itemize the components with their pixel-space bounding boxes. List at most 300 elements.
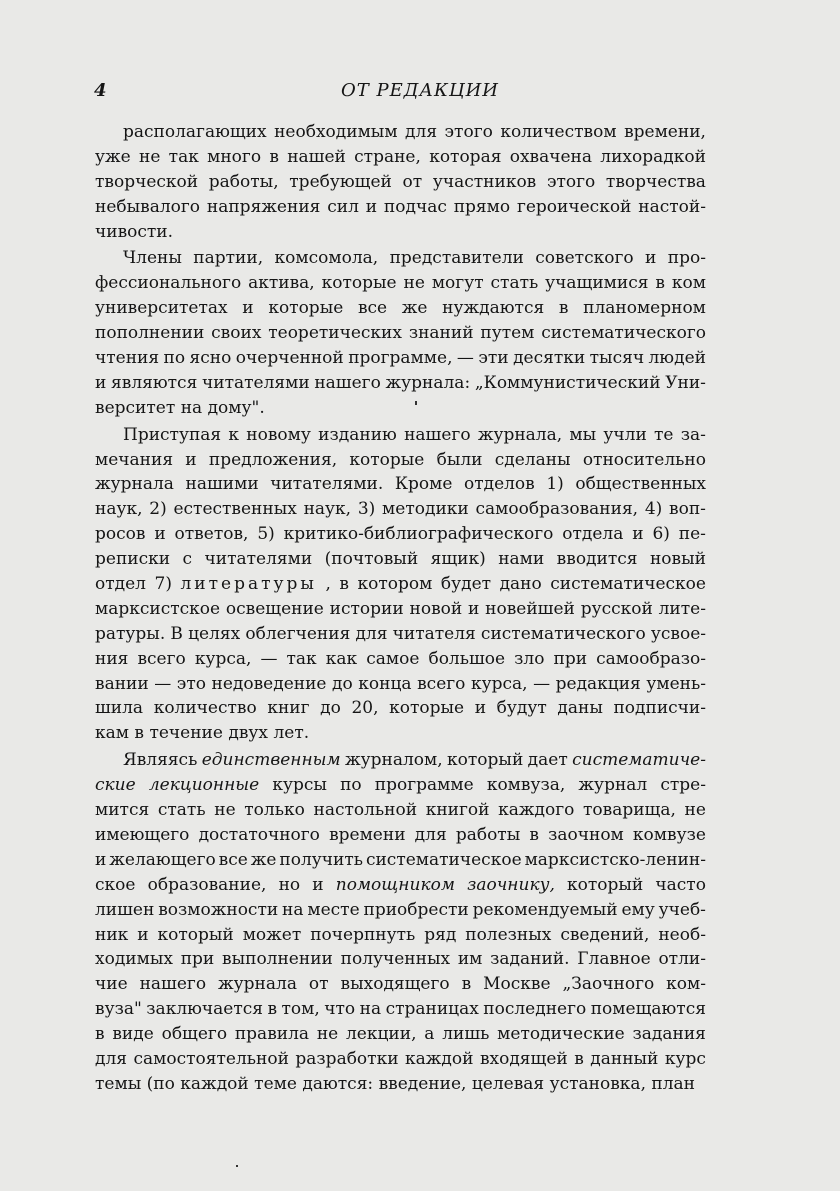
word: нашего	[139, 974, 207, 995]
word: новый	[649, 549, 706, 570]
word: Уни-	[665, 372, 706, 393]
word: чие	[95, 974, 128, 995]
text-line	[95, 448, 706, 473]
word: по	[163, 348, 186, 369]
word: всего	[417, 673, 466, 694]
word: усвое-	[650, 623, 706, 644]
word: темы	[95, 1073, 142, 1094]
word: систематического	[480, 623, 646, 644]
word: ходимых	[95, 949, 173, 970]
word: дано	[499, 574, 542, 595]
word: „Заочного	[562, 974, 655, 995]
word: естественных	[173, 499, 297, 520]
word: работы,	[208, 171, 279, 192]
word: тысяч	[589, 348, 645, 369]
word: программе	[374, 775, 474, 796]
word: большое	[428, 648, 506, 669]
word: для	[355, 623, 388, 644]
word: и	[185, 449, 197, 470]
word: правила	[234, 1024, 310, 1045]
word: которые	[321, 273, 397, 294]
word: последнего	[483, 999, 587, 1020]
word: журнала	[95, 474, 174, 495]
word: количеством	[500, 122, 617, 142]
word: воп-	[669, 499, 706, 520]
word: систематиче-	[572, 750, 706, 771]
word: книгой	[425, 800, 490, 821]
word: новому	[246, 424, 311, 445]
word: в	[339, 574, 349, 595]
word: отделов	[463, 474, 535, 495]
word: настой-	[638, 196, 706, 217]
word: комсомола,	[274, 248, 379, 269]
body-text	[95, 120, 706, 1097]
word: установка,	[549, 1073, 646, 1094]
word: по	[340, 775, 362, 796]
text-line	[95, 145, 706, 170]
word: лекции,	[346, 1024, 417, 1045]
text-line	[95, 1072, 706, 1097]
word: героической	[516, 196, 632, 217]
word: марксистское	[95, 598, 221, 619]
word: знаний	[408, 323, 474, 344]
word: в	[558, 298, 569, 319]
word: напряжения	[206, 196, 321, 217]
word: —	[154, 673, 172, 694]
word: лите-	[658, 598, 706, 619]
print-speck	[236, 1165, 238, 1167]
word: месте	[307, 899, 360, 920]
word: про-	[667, 248, 706, 269]
word: относительно	[582, 449, 706, 470]
word: учащимися	[545, 273, 649, 294]
word: мится	[95, 800, 150, 821]
word: работы	[455, 824, 521, 845]
word: отдела	[562, 524, 624, 545]
word: будет	[440, 574, 492, 595]
word: которая	[429, 146, 502, 167]
word: от	[402, 171, 423, 192]
text-line	[95, 120, 706, 145]
text-line	[95, 522, 706, 547]
word: университетах	[95, 298, 228, 319]
word: —	[533, 673, 551, 694]
word: —	[260, 648, 278, 669]
word: даны	[557, 698, 603, 719]
word: в	[461, 974, 472, 995]
word: курса,	[194, 648, 252, 669]
word: ему	[621, 899, 655, 920]
paragraph	[95, 748, 706, 1096]
word: теме	[254, 1073, 297, 1094]
word: недоведение	[211, 673, 327, 694]
word: как	[325, 648, 358, 669]
word: отдел	[95, 574, 146, 595]
word: заключается	[146, 999, 263, 1020]
word: систематическое	[365, 849, 522, 870]
text-line	[95, 497, 706, 522]
word: теоретических	[268, 323, 402, 344]
word: не	[138, 146, 161, 167]
word: требующей	[289, 171, 392, 192]
paragraph	[95, 120, 706, 244]
text-line	[95, 195, 706, 220]
word: шила	[95, 698, 144, 719]
word: возможности	[158, 899, 279, 920]
word: страницах	[385, 999, 479, 1020]
word: может	[242, 924, 302, 945]
word: русской	[580, 598, 653, 619]
word: советского	[535, 248, 634, 269]
word: так	[168, 146, 199, 167]
word: 3)	[357, 499, 376, 520]
word: ящик)	[430, 549, 486, 570]
word: уже	[95, 146, 131, 167]
word: имеющего	[95, 824, 190, 845]
word: лет.	[273, 723, 310, 744]
word: и	[632, 524, 644, 545]
word: целевая	[471, 1073, 545, 1094]
word: и	[312, 874, 324, 895]
word: лихорадкой	[600, 146, 706, 167]
word: мечания	[95, 449, 174, 470]
word: настольной	[313, 800, 418, 821]
text-line	[95, 923, 706, 948]
word: Главное	[577, 949, 651, 970]
word: том,	[281, 999, 320, 1020]
text-line	[95, 748, 706, 773]
word: общественных	[575, 474, 706, 495]
word: очерченной	[235, 348, 344, 369]
word: читателями	[202, 372, 310, 393]
word: выходящего	[340, 974, 450, 995]
word: учеб-	[658, 899, 706, 920]
word: при	[180, 949, 215, 970]
text-line	[95, 396, 706, 421]
word: зло	[514, 648, 545, 669]
word: каждой	[405, 1048, 474, 1069]
word: ские	[95, 775, 136, 796]
word: конца	[358, 673, 412, 694]
word: рекомендуемый	[472, 899, 618, 920]
word: мы	[569, 424, 597, 445]
word: и	[95, 849, 107, 870]
word: ,	[325, 574, 331, 595]
paragraph	[95, 246, 706, 420]
text-line	[95, 170, 706, 195]
word: необходимым	[274, 122, 398, 142]
word: ком	[671, 273, 706, 294]
word: нашего	[314, 372, 381, 393]
word: этого	[444, 122, 493, 142]
word: партии,	[193, 248, 264, 269]
word: наук,	[303, 499, 352, 520]
word: этого	[546, 171, 596, 192]
word: приобрести	[363, 899, 469, 920]
word: Москве	[483, 974, 551, 995]
word: ник	[95, 924, 129, 945]
word: заочном	[548, 824, 624, 845]
word: Члены	[123, 248, 182, 269]
text-line	[95, 898, 706, 923]
word: журнала	[218, 974, 297, 995]
word: выполнении	[222, 949, 333, 970]
word: и	[645, 248, 657, 269]
word: и	[468, 598, 480, 619]
word: введение,	[378, 1073, 467, 1094]
word: лекционные	[148, 775, 260, 796]
word: 2)	[149, 499, 167, 520]
word: вуза"	[95, 999, 142, 1020]
word: полученных	[340, 949, 451, 970]
word: ком-	[666, 974, 706, 995]
word: необ-	[658, 924, 706, 945]
word: курсы	[272, 775, 327, 796]
word: лишен	[95, 899, 155, 920]
word: реписки	[95, 549, 171, 570]
word: людей	[648, 348, 706, 369]
text-line	[95, 622, 706, 647]
word: комвузе	[632, 824, 706, 845]
word: росов	[95, 524, 146, 545]
word: литературы	[180, 574, 317, 595]
word: товарища,	[583, 800, 676, 821]
word: сил	[327, 196, 359, 217]
word: вании	[95, 673, 149, 694]
word: В	[170, 623, 183, 644]
word: за-	[680, 424, 706, 445]
word: количество	[153, 698, 257, 719]
word: программе,	[348, 348, 453, 369]
word: комвуза,	[486, 775, 566, 796]
word: а	[424, 1024, 435, 1045]
word: с	[182, 549, 193, 570]
word: который	[447, 750, 524, 771]
word: наук,	[95, 499, 143, 520]
word: актива,	[248, 273, 315, 294]
word: фессионального	[95, 273, 242, 294]
word: заданий.	[490, 949, 570, 970]
word: участников	[432, 171, 537, 192]
text-line	[95, 848, 706, 873]
text-line	[95, 972, 706, 997]
word: и	[95, 372, 107, 393]
word: 6)	[652, 524, 670, 545]
word: которые	[268, 298, 344, 319]
word: путем	[480, 323, 535, 344]
word: при	[553, 648, 588, 669]
word: виде	[112, 1024, 154, 1045]
text-line	[95, 1022, 706, 1047]
word: нами	[498, 549, 545, 570]
word: самостоятельной	[133, 1048, 289, 1069]
word: прямо	[453, 196, 511, 217]
text-line	[95, 873, 706, 898]
word: не	[214, 800, 236, 821]
word: умень-	[646, 673, 706, 694]
word: же	[250, 849, 277, 870]
text-line	[95, 220, 706, 245]
word: сведений,	[560, 924, 650, 945]
word: охвачена	[509, 146, 593, 167]
word: ответов,	[174, 524, 249, 545]
word: самообразо-	[596, 648, 706, 669]
text-line	[95, 798, 706, 823]
word: и	[154, 524, 166, 545]
text-line	[95, 721, 706, 746]
word: —	[456, 348, 474, 369]
word: 4)	[644, 499, 663, 520]
word: и	[242, 298, 254, 319]
word: каждой	[180, 1073, 249, 1094]
word: которые	[389, 698, 465, 719]
text-line	[95, 997, 706, 1022]
word: десятки	[513, 348, 586, 369]
word: редакция	[555, 673, 641, 694]
text-line	[95, 597, 706, 622]
text-line	[95, 647, 706, 672]
word: в	[267, 999, 278, 1020]
word: (по	[146, 1073, 175, 1094]
word: методики	[382, 499, 469, 520]
word: и	[474, 698, 487, 719]
word: помещаются	[590, 999, 706, 1020]
word: так	[286, 648, 317, 669]
word: не	[403, 273, 425, 294]
word: получить	[279, 849, 364, 870]
word: в	[529, 824, 539, 845]
word: ряд	[424, 924, 457, 945]
paragraph	[95, 423, 706, 747]
word: же	[401, 298, 428, 319]
word: для	[95, 1048, 127, 1069]
word: читателями	[204, 549, 313, 570]
word: ское	[95, 874, 136, 895]
word: предложения,	[208, 449, 338, 470]
word: кам	[95, 723, 129, 744]
word: входящей	[479, 1048, 568, 1069]
word: чтения	[95, 348, 160, 369]
word: дому".	[207, 397, 265, 418]
word: Кроме	[394, 474, 453, 495]
text-line	[95, 672, 706, 697]
word: ния	[95, 648, 129, 669]
word: заочнику,	[467, 874, 555, 895]
word: которые	[349, 449, 425, 470]
text-line	[95, 823, 706, 848]
word: 7)	[154, 574, 172, 595]
word: те	[654, 424, 674, 445]
word: курс	[664, 1048, 706, 1069]
word: пополнении	[95, 323, 205, 344]
text-line	[95, 696, 706, 721]
word: каждого	[498, 800, 575, 821]
word: который	[157, 924, 234, 945]
word: от	[308, 974, 329, 995]
word: читателями.	[270, 474, 384, 495]
word: всего	[137, 648, 186, 669]
word: образование,	[147, 874, 267, 895]
word: в	[269, 146, 279, 167]
word: верситет	[95, 397, 176, 418]
word: критико-библиографического	[283, 524, 554, 545]
word: облегчения	[245, 623, 351, 644]
word: самообразования,	[475, 499, 639, 520]
word: в	[134, 723, 144, 744]
word: систематическое	[550, 574, 706, 595]
word: истории	[329, 598, 404, 619]
word: эти	[478, 348, 509, 369]
text-line	[95, 773, 706, 798]
word: подчас	[383, 196, 447, 217]
word: к	[228, 424, 240, 445]
word: ратуры.	[95, 623, 166, 644]
word: только	[244, 800, 305, 821]
word: журнал	[578, 775, 648, 796]
word: новой	[409, 598, 463, 619]
word: методические	[497, 1024, 625, 1045]
word: полезных	[465, 924, 552, 945]
word: на	[359, 999, 382, 1020]
word: подписчи-	[613, 698, 706, 719]
word: до	[320, 698, 341, 719]
word: журнала,	[477, 424, 563, 445]
word: план	[651, 1073, 696, 1094]
word: отли-	[658, 949, 706, 970]
word: стране,	[354, 146, 421, 167]
word: даются:	[302, 1073, 374, 1094]
text-line	[95, 271, 706, 296]
word: ясно	[189, 348, 232, 369]
word: Являясь	[123, 750, 198, 771]
word: творческой	[95, 171, 199, 192]
word: не	[316, 1024, 339, 1045]
word: журналом,	[345, 750, 443, 771]
word: двух	[228, 723, 269, 744]
word: представители	[389, 248, 524, 269]
text-line	[95, 246, 706, 271]
running-head: ОТ РЕДАКЦИИ	[340, 80, 500, 101]
word: дает	[527, 750, 568, 771]
word: течение	[149, 723, 223, 744]
word: но	[278, 874, 301, 895]
word: нашей	[287, 146, 346, 167]
word: 20,	[351, 698, 379, 719]
word: и	[137, 924, 149, 945]
word: достаточного	[198, 824, 320, 845]
word: новейшей	[485, 598, 575, 619]
word: вводится	[556, 549, 638, 570]
word: курса,	[470, 673, 528, 694]
page-number: 4	[94, 80, 107, 101]
word: (почтовый	[324, 549, 419, 570]
word: в	[95, 1024, 105, 1045]
word: задания	[632, 1024, 706, 1045]
word: „Коммунистический	[474, 372, 661, 393]
word: нашими	[185, 474, 259, 495]
word: будут	[496, 698, 547, 719]
text-line	[95, 371, 706, 396]
word: могут	[431, 273, 484, 294]
word: изданию	[318, 424, 397, 445]
word: все	[357, 298, 388, 319]
word: и	[365, 196, 378, 217]
word: на	[282, 899, 304, 920]
word: стать	[490, 273, 539, 294]
word: почерпнуть	[310, 924, 416, 945]
word: общего	[161, 1024, 228, 1045]
word: творчества	[605, 171, 706, 192]
